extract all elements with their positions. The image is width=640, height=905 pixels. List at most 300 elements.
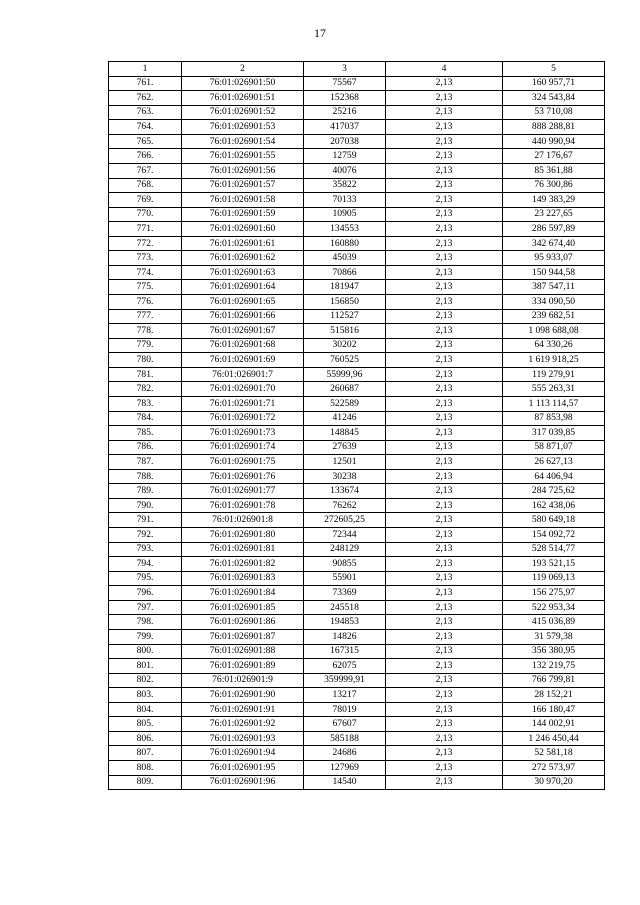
table-cell: 260687 [304,382,386,397]
table-cell: 2,13 [386,440,503,455]
table-cell: 769. [109,193,182,208]
table-cell: 770. [109,207,182,222]
table-row [109,426,605,441]
table-cell: 440 990,94 [503,134,605,149]
table-row [109,688,605,703]
table-cell: 13217 [304,688,386,703]
data-table [108,61,605,790]
table-cell: 76:01:026901:74 [182,440,304,455]
table-cell: 58 871,07 [503,440,605,455]
table-row [109,91,605,106]
table-cell: 794. [109,557,182,572]
table-cell: 1 246 450,44 [503,731,605,746]
table-cell: 53 710,08 [503,105,605,120]
table-cell: 359999,91 [304,673,386,688]
table-cell: 805. [109,717,182,732]
table-cell: 2,13 [386,149,503,164]
table-cell: 284 725,62 [503,484,605,499]
table-cell: 144 002,91 [503,717,605,732]
table-cell: 799. [109,629,182,644]
table-cell: 87 853,98 [503,411,605,426]
table-cell: 76:01:026901:70 [182,382,304,397]
table-cell: 76:01:026901:78 [182,498,304,513]
table-cell: 76:01:026901:57 [182,178,304,193]
table-row [109,295,605,310]
table-cell: 76:01:026901:54 [182,134,304,149]
table-cell: 2,13 [386,702,503,717]
table-cell: 1 098 688,08 [503,324,605,339]
table-cell: 23 227,65 [503,207,605,222]
table-cell: 2,13 [386,105,503,120]
table-cell: 76:01:026901:85 [182,600,304,615]
table-row [109,338,605,353]
table-cell: 76:01:026901:73 [182,426,304,441]
table-cell: 2,13 [386,265,503,280]
table-cell: 774. [109,265,182,280]
table-cell: 30202 [304,338,386,353]
table-cell: 791. [109,513,182,528]
table-row [109,222,605,237]
table-cell: 2,13 [386,338,503,353]
table-row [109,571,605,586]
table-cell: 798. [109,615,182,630]
table-body [109,62,605,790]
table-cell: 30 970,20 [503,775,605,790]
column-header: 2 [182,62,304,77]
table-cell: 52 581,18 [503,746,605,761]
table-cell: 2,13 [386,629,503,644]
table-cell: 888 288,81 [503,120,605,135]
table-cell: 808. [109,761,182,776]
table-row [109,659,605,674]
table-row [109,353,605,368]
table-cell: 765. [109,134,182,149]
table-cell: 2,13 [386,717,503,732]
table-cell: 85 361,88 [503,163,605,178]
table-cell: 802. [109,673,182,688]
table-row [109,484,605,499]
table-cell: 76:01:026901:92 [182,717,304,732]
table-cell: 2,13 [386,644,503,659]
table-cell: 2,13 [386,236,503,251]
table-cell: 76:01:026901:77 [182,484,304,499]
table-cell: 239 682,51 [503,309,605,324]
table-cell: 31 579,38 [503,629,605,644]
table-cell: 35822 [304,178,386,193]
table-cell: 14826 [304,629,386,644]
table-cell: 193 521,15 [503,557,605,572]
table-row [109,367,605,382]
table-cell: 70866 [304,265,386,280]
table-row [109,324,605,339]
table-cell: 76:01:026901:88 [182,644,304,659]
table-cell: 76:01:026901:52 [182,105,304,120]
table-cell: 166 180,47 [503,702,605,717]
table-row [109,702,605,717]
table-cell: 766 799,81 [503,673,605,688]
table-cell: 803. [109,688,182,703]
table-header-row [109,62,605,77]
table-cell: 797. [109,600,182,615]
table-row [109,746,605,761]
table-row [109,134,605,149]
table-cell: 10905 [304,207,386,222]
table-cell: 773. [109,251,182,266]
table-cell: 76:01:026901:81 [182,542,304,557]
table-row [109,280,605,295]
table-cell: 25216 [304,105,386,120]
table-cell: 70133 [304,193,386,208]
table-cell: 2,13 [386,542,503,557]
table-cell: 790. [109,498,182,513]
table-cell: 76:01:026901:89 [182,659,304,674]
table-cell: 781. [109,367,182,382]
table-cell: 2,13 [386,134,503,149]
table-cell: 72344 [304,528,386,543]
table-cell: 2,13 [386,193,503,208]
table-row [109,600,605,615]
table-cell: 162 438,06 [503,498,605,513]
column-header: 5 [503,62,605,77]
table-cell: 245518 [304,600,386,615]
table-cell: 76:01:026901:56 [182,163,304,178]
table-cell: 75567 [304,76,386,91]
table-cell: 2,13 [386,455,503,470]
table-cell: 334 090,50 [503,295,605,310]
table-cell: 2,13 [386,528,503,543]
table-cell: 2,13 [386,309,503,324]
table-cell: 76:01:026901:68 [182,338,304,353]
table-cell: 76:01:026901:9 [182,673,304,688]
table-row [109,163,605,178]
table-cell: 2,13 [386,557,503,572]
table-cell: 272 573,97 [503,761,605,776]
table-cell: 772. [109,236,182,251]
table-cell: 134553 [304,222,386,237]
table-cell: 2,13 [386,251,503,266]
table-cell: 2,13 [386,396,503,411]
table-cell: 771. [109,222,182,237]
column-header: 3 [304,62,386,77]
table-cell: 2,13 [386,498,503,513]
table-cell: 76:01:026901:91 [182,702,304,717]
table-cell: 1 619 918,25 [503,353,605,368]
table-cell: 800. [109,644,182,659]
table-cell: 792. [109,528,182,543]
table-row [109,455,605,470]
table-row [109,528,605,543]
table-cell: 804. [109,702,182,717]
table-row [109,731,605,746]
table-cell: 27 176,67 [503,149,605,164]
table-cell: 194853 [304,615,386,630]
table-cell: 167315 [304,644,386,659]
table-cell: 76:01:026901:94 [182,746,304,761]
table-cell: 762. [109,91,182,106]
table-row [109,615,605,630]
table-row [109,498,605,513]
table-cell: 78019 [304,702,386,717]
table-row [109,251,605,266]
table-cell: 76:01:026901:93 [182,731,304,746]
table-cell: 2,13 [386,353,503,368]
table-cell: 809. [109,775,182,790]
table-cell: 41246 [304,411,386,426]
table-row [109,411,605,426]
table-cell: 24686 [304,746,386,761]
table-cell: 76:01:026901:61 [182,236,304,251]
table-row [109,120,605,135]
table-cell: 132 219,75 [503,659,605,674]
table-cell: 788. [109,469,182,484]
table-cell: 555 263,31 [503,382,605,397]
table-row [109,149,605,164]
table-cell: 2,13 [386,295,503,310]
table-row [109,513,605,528]
table-cell: 2,13 [386,324,503,339]
table-cell: 112527 [304,309,386,324]
table-cell: 76:01:026901:53 [182,120,304,135]
table-cell: 1 113 114,57 [503,396,605,411]
table-cell: 415 036,89 [503,615,605,630]
table-cell: 76:01:026901:82 [182,557,304,572]
table-row [109,440,605,455]
table-cell: 64 330,26 [503,338,605,353]
table-cell: 785. [109,426,182,441]
table-row [109,178,605,193]
table-cell: 766. [109,149,182,164]
table-cell: 76:01:026901:72 [182,411,304,426]
table-cell: 76:01:026901:87 [182,629,304,644]
table-cell: 55999,96 [304,367,386,382]
table-cell: 12759 [304,149,386,164]
table-row [109,105,605,120]
table-cell: 2,13 [386,659,503,674]
table-cell: 76:01:026901:96 [182,775,304,790]
table-cell: 45039 [304,251,386,266]
table-row [109,382,605,397]
table-cell: 286 597,89 [503,222,605,237]
table-cell: 76:01:026901:8 [182,513,304,528]
table-cell: 2,13 [386,775,503,790]
table-cell: 76:01:026901:95 [182,761,304,776]
table-cell: 777. [109,309,182,324]
table-cell: 2,13 [386,600,503,615]
table-cell: 2,13 [386,178,503,193]
table-cell: 76:01:026901:60 [182,222,304,237]
table-cell: 2,13 [386,484,503,499]
table-row [109,193,605,208]
table-cell: 14540 [304,775,386,790]
table-row [109,396,605,411]
table-row [109,207,605,222]
table-cell: 789. [109,484,182,499]
table-cell: 760525 [304,353,386,368]
table-cell: 801. [109,659,182,674]
table-cell: 76:01:026901:58 [182,193,304,208]
table-cell: 30238 [304,469,386,484]
table-cell: 12501 [304,455,386,470]
table-cell: 248129 [304,542,386,557]
table-cell: 2,13 [386,426,503,441]
table-cell: 768. [109,178,182,193]
table-cell: 324 543,84 [503,91,605,106]
table-cell: 2,13 [386,586,503,601]
table-cell: 2,13 [386,382,503,397]
table-cell: 2,13 [386,163,503,178]
table-cell: 767. [109,163,182,178]
table-row [109,629,605,644]
table-row [109,775,605,790]
table-cell: 76:01:026901:80 [182,528,304,543]
table-cell: 417037 [304,120,386,135]
table-cell: 27639 [304,440,386,455]
table-cell: 156 275,97 [503,586,605,601]
table-cell: 779. [109,338,182,353]
table-cell: 806. [109,731,182,746]
table-cell: 522 953,34 [503,600,605,615]
table-cell: 76:01:026901:86 [182,615,304,630]
table-cell: 272605,25 [304,513,386,528]
table-cell: 2,13 [386,688,503,703]
table-cell: 807. [109,746,182,761]
table-cell: 783. [109,396,182,411]
table-cell: 76:01:026901:71 [182,396,304,411]
table-cell: 782. [109,382,182,397]
table-cell: 148845 [304,426,386,441]
table-row [109,309,605,324]
table-cell: 76:01:026901:51 [182,91,304,106]
table-cell: 2,13 [386,207,503,222]
table-cell: 76:01:026901:76 [182,469,304,484]
table-cell: 62075 [304,659,386,674]
table-row [109,673,605,688]
table-cell: 67607 [304,717,386,732]
table-cell: 149 383,29 [503,193,605,208]
table-row [109,265,605,280]
table-row [109,557,605,572]
table-row [109,76,605,91]
column-header: 4 [386,62,503,77]
table-cell: 150 944,58 [503,265,605,280]
column-header: 1 [109,62,182,77]
table-cell: 515816 [304,324,386,339]
table-cell: 76:01:026901:55 [182,149,304,164]
table-cell: 317 039,85 [503,426,605,441]
table-cell: 528 514,77 [503,542,605,557]
table-cell: 796. [109,586,182,601]
table-cell: 2,13 [386,120,503,135]
table-cell: 76:01:026901:63 [182,265,304,280]
table-cell: 156850 [304,295,386,310]
table-cell: 28 152,21 [503,688,605,703]
table-cell: 764. [109,120,182,135]
table-cell: 2,13 [386,411,503,426]
table-cell: 2,13 [386,76,503,91]
table-cell: 76:01:026901:69 [182,353,304,368]
table-cell: 522589 [304,396,386,411]
table-row [109,586,605,601]
table-cell: 776. [109,295,182,310]
table-cell: 76:01:026901:84 [182,586,304,601]
table-cell: 76:01:026901:7 [182,367,304,382]
table-cell: 133674 [304,484,386,499]
table-cell: 181947 [304,280,386,295]
table-cell: 2,13 [386,367,503,382]
table-cell: 76:01:026901:83 [182,571,304,586]
table-cell: 2,13 [386,746,503,761]
page-number: 17 [314,26,326,40]
table-cell: 90855 [304,557,386,572]
table-cell: 784. [109,411,182,426]
table-cell: 64 406,94 [503,469,605,484]
table-cell: 76:01:026901:67 [182,324,304,339]
table-cell: 356 380,95 [503,644,605,659]
table-cell: 795. [109,571,182,586]
table-cell: 76 300,86 [503,178,605,193]
table-cell: 787. [109,455,182,470]
table-cell: 2,13 [386,91,503,106]
table-cell: 154 092,72 [503,528,605,543]
table-cell: 761. [109,76,182,91]
table-cell: 2,13 [386,761,503,776]
table-cell: 207038 [304,134,386,149]
table-row [109,761,605,776]
table-cell: 76:01:026901:90 [182,688,304,703]
table-cell: 2,13 [386,280,503,295]
table-cell: 580 649,18 [503,513,605,528]
table-cell: 76:01:026901:62 [182,251,304,266]
table-cell: 786. [109,440,182,455]
table-cell: 585188 [304,731,386,746]
table-cell: 119 069,13 [503,571,605,586]
table-cell: 76:01:026901:75 [182,455,304,470]
table-cell: 160880 [304,236,386,251]
table-row [109,542,605,557]
table-cell: 95 933,07 [503,251,605,266]
table-cell: 2,13 [386,513,503,528]
table-cell: 160 957,71 [503,76,605,91]
table-cell: 2,13 [386,673,503,688]
table-cell: 76:01:026901:50 [182,76,304,91]
table-cell: 2,13 [386,222,503,237]
table-cell: 76262 [304,498,386,513]
table-row [109,717,605,732]
table-row [109,236,605,251]
table-cell: 778. [109,324,182,339]
table-cell: 2,13 [386,731,503,746]
table-cell: 2,13 [386,469,503,484]
table-row [109,469,605,484]
table-cell: 73369 [304,586,386,601]
table-cell: 127969 [304,761,386,776]
table-cell: 152368 [304,91,386,106]
table-cell: 763. [109,105,182,120]
table-cell: 793. [109,542,182,557]
table-cell: 2,13 [386,571,503,586]
table-cell: 76:01:026901:65 [182,295,304,310]
table-cell: 76:01:026901:66 [182,309,304,324]
table-cell: 780. [109,353,182,368]
table-cell: 2,13 [386,615,503,630]
table-cell: 387 547,11 [503,280,605,295]
table-cell: 26 627,13 [503,455,605,470]
table-cell: 55901 [304,571,386,586]
table-cell: 76:01:026901:59 [182,207,304,222]
table-cell: 775. [109,280,182,295]
table-row [109,644,605,659]
table-cell: 342 674,40 [503,236,605,251]
